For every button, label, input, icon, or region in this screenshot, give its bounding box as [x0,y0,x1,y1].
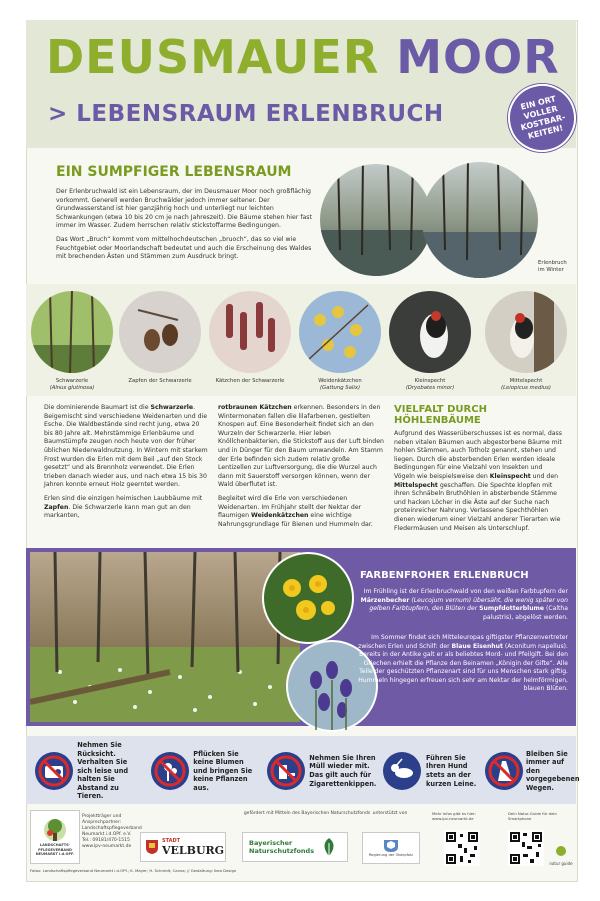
supported-caption: unterstützt von [372,811,408,816]
forest-photo [30,552,300,722]
photo-zapfen [118,290,202,374]
photo-mittelspecht [484,290,568,374]
rule-5: Bleiben Sie immer auf den vorgegebenen Wegen. [484,748,574,794]
lpv-logo-icon [40,817,70,843]
qr-code-lpv[interactable] [444,830,480,866]
caption-kaetzchen: Kätzchen der Schwarzerle [215,378,285,384]
no-litter-icon [266,751,305,791]
stay-on-path-icon [484,751,523,791]
caption-zapfen: Zapfen der Schwarzerle [128,378,192,384]
purple-p1: Im Frühling ist der Erlenbruchwald von den weißen Farbtupfern der Märzenbecher (Leucojum vernum) übersäht, die wenig später von gelben Farbtupfern, den Blüten der Sumpfdotterblume (Caltha palustris), abgelöst werden. [360,588,568,621]
funded-caption: gefördert mit Mitteln des Bayerischen Naturschutzfonds [243,811,371,816]
section1-heading: EIN SUMPFIGER LEBENSRAUM [56,164,292,180]
rule-1: Nehmen Sie Rücksicht. Verhalten Sie sich leise und halten Sie Abstand zu Tieren. [34,748,142,794]
rule-2: Pflücken Sie keine Blumen und bringen Sie keine Pflanzen aus. [150,748,258,794]
bavaria-crest-icon [383,839,399,853]
purple-p2: Im Sommer findet sich Mitteleuropas giftigster Pflanzenvertreter zwischen Erlen und Schilf: der Blaue Eisenhut (Aconitum napellus). Bereits in der Antike galt er als beliebtes Mord- und Pfeilgift. Bei den Griechen erhielt die Pflanze den Beinamen „Königin der Gifte“. Alle Teile der geschützten Pflanzenart sind für uns Menschen stark giftig. Hummeln hingegen erfreuen sich sehr am Nektar der helmförmigen, blauen Blüten. [358,634,568,692]
photo-schwarzerle [30,290,114,374]
section1-p2: Das Wort „Bruch“ kommt vom mittelhochdeutschen „bruoch“, das so viel wie Feuchtgebiet oder Moorlandschaft bedeutet und auch die Erscheinung des Waldes mit brechenden Ästen und Stämmen zum Ausdruck bringt. [56,235,312,261]
caption-mittelspecht: Mittelspecht (Leiopicus medius) [501,378,551,391]
rule-3: Nehmen Sie Ihren Müll wieder mit. Das gilt auch für Zigarettenkippen. [266,748,378,794]
no-radio-icon [34,751,73,791]
caption-weidenkaetzchen: Weidenkätzchen (Gattung Salix) [318,378,362,391]
page-title [46,30,560,84]
lpv-logo: LANDSCHAFTS-PFLEGEVERBAND NEUMARKT i.d.OPF. [30,810,80,864]
caption-schwarzerle: Schwarzerle (Alnus glutinosa) [49,378,95,391]
qr-code-natur-guide[interactable] [508,830,544,866]
photo-kaetzchen [208,290,292,374]
page-subtitle: > LEBENSRAUM ERLENBRUCH [48,101,444,127]
naturschutzfonds-logo: Bayerischer Naturschutzfonds [242,832,348,862]
title-part2: MOOR [396,30,560,84]
column-2: rotbraunen Kätzchen erkennen. Besonders in den Wintermonaten fallen die lilafarbenen, gestielten Knospen auf. Eine Besonderheit findet sich an den Wurzeln der Schwarzerle. Hier leben Knöllchenbakterien, die Stickstoff aus der Luft binden und in Dünger für den Baum umwandeln. Am Stamm der Erle befinden sich zudem relativ große Lentizellen zur Luftversorgung, die die Wurzel auch dann mit Sauerstoff versorgen können, wenn der Wald überflutet ist. Begleitet wird die Erle von verschiedenen Weidenarten. Im Frühjahr stellt der Nektar der flaumigen Weidenkätzchen eine wichtige Nahrungsgrundlage für Bienen und Hummeln dar. [218,404,384,528]
velburg-crest-icon [145,839,159,855]
lpv-contact: Projektträger und Ansprechpartner: Landschaftspflegeverband Neumarkt i.d.OPf. e.V. Tel.: 09181/470-1515 www.lpv-neumarkt.de [82,814,142,849]
badge: EIN ORT VOLLER KOSTBAR-KEITEN! [501,77,583,159]
caption-kleinspecht: Kleinspecht (Dryobates minor) [405,378,455,391]
title-part1: DEUSMAUER [46,30,380,84]
section1-p1: Der Erlenbruchwald ist ein Lebensraum, der im Deusmauer Moor noch großflächig vorkommt. Generell werden Bruchwälder jedoch immer seltener. Der Grundwasserstand ist hier ganzjährig hoch und unterliegt nur leichten Schwankungen (etwa 10 bis 20 cm je nach Jahreszeit). Die Bäume stehen hier fast immer im Wasser. Zudem herrschen relativ stickstoffarme Bedingungen. [56,188,312,230]
column-3-heading: VIELFALT DURCH HÖHLENBÄUME [394,404,487,426]
qr1-caption: Mehr Infos gibt es hier: www.lpv-neumarkt.de [432,811,476,821]
photo-sumpfdotterblume [262,552,354,644]
natur-guide-icon [554,845,568,857]
section1-text [56,188,318,262]
leaf-icon [319,837,339,857]
winter-caption: Erlenbruch im Winter [538,260,567,273]
natur-guide-logo: natur guide [548,842,574,866]
column-1: Die dominierende Baumart ist die Schwarzerle. Beigemischt sind verschiedene Weidenarten und die Esche. Die Waldbestände sind recht jung, etwa 20 bis 80 Jahre alt. Mehrstämmige Erlenbäume und Baumstümpfe zeugen noch heute von der früher üblichen Niederwaldnutzung. In Wintern mit starkem Frost wurden die Erlen mit dem Beil „auf den Stock gesetzt“ und als Brennholz verwendet. Die Erlen trieben danach wieder aus, und nach etwa 15 bis 30 Jahren konnte erneut Holz geerntet werden. Erlen sind die einzigen heimischen Laubbäume mit Zapfen. Die Schwarzerle kann man gut an den markanten, [44,404,208,520]
qr2-caption: Dein Natur-Guide für dein Smartphone [508,811,557,821]
rule-4: Führen Sie Ihren Hund stets an der kurzen Leine. [382,748,482,794]
regierung-logo: Regierung der Oberpfalz [362,832,420,864]
credits: Fotos: Landschaftspflegeverband Neumarkt i.d.OPf.; K. Mayer; H. Schmidt; Canva; // Gestaltung: Ikea Design [30,868,237,873]
dog-leash-icon [382,751,422,791]
photo-weidenkaetzchen [298,290,382,374]
no-flowers-icon [150,751,189,791]
winter-photo [318,150,540,290]
velburg-logo: STADT VELBURG [140,832,226,862]
column-3: VIELFALT DURCH HÖHLENBÄUME Aufgrund des Wasserüberschusses ist es normal, dass neben vitalen Bäumen auch abgestorbene Bäume mit hohlen Stämmen, auch Totholz genannt, stehen und liegen. Durch die absterbenden Erlen werden ideale Bedingungen für eine Vielzahl von Insekten und Vögeln wie beispielsweise den Kleinspecht und den Mittelspecht geschaffen. Die Spechte klopfen mit ihren Schnäbeln Bruthöhlen in absterbende Stämme und hacken Löcher in die Äste auf der Suche nach proteinreicher Nahrung. Verlassene Spechthöhlen dienen wiederum einer Vielzahl anderer Tierarten wie Fledermäusen und Meisen als Unterschlupf. [394,404,563,532]
photo-kleinspecht [388,290,472,374]
purple-heading: FARBENFROHER ERLENBRUCH [360,570,529,581]
